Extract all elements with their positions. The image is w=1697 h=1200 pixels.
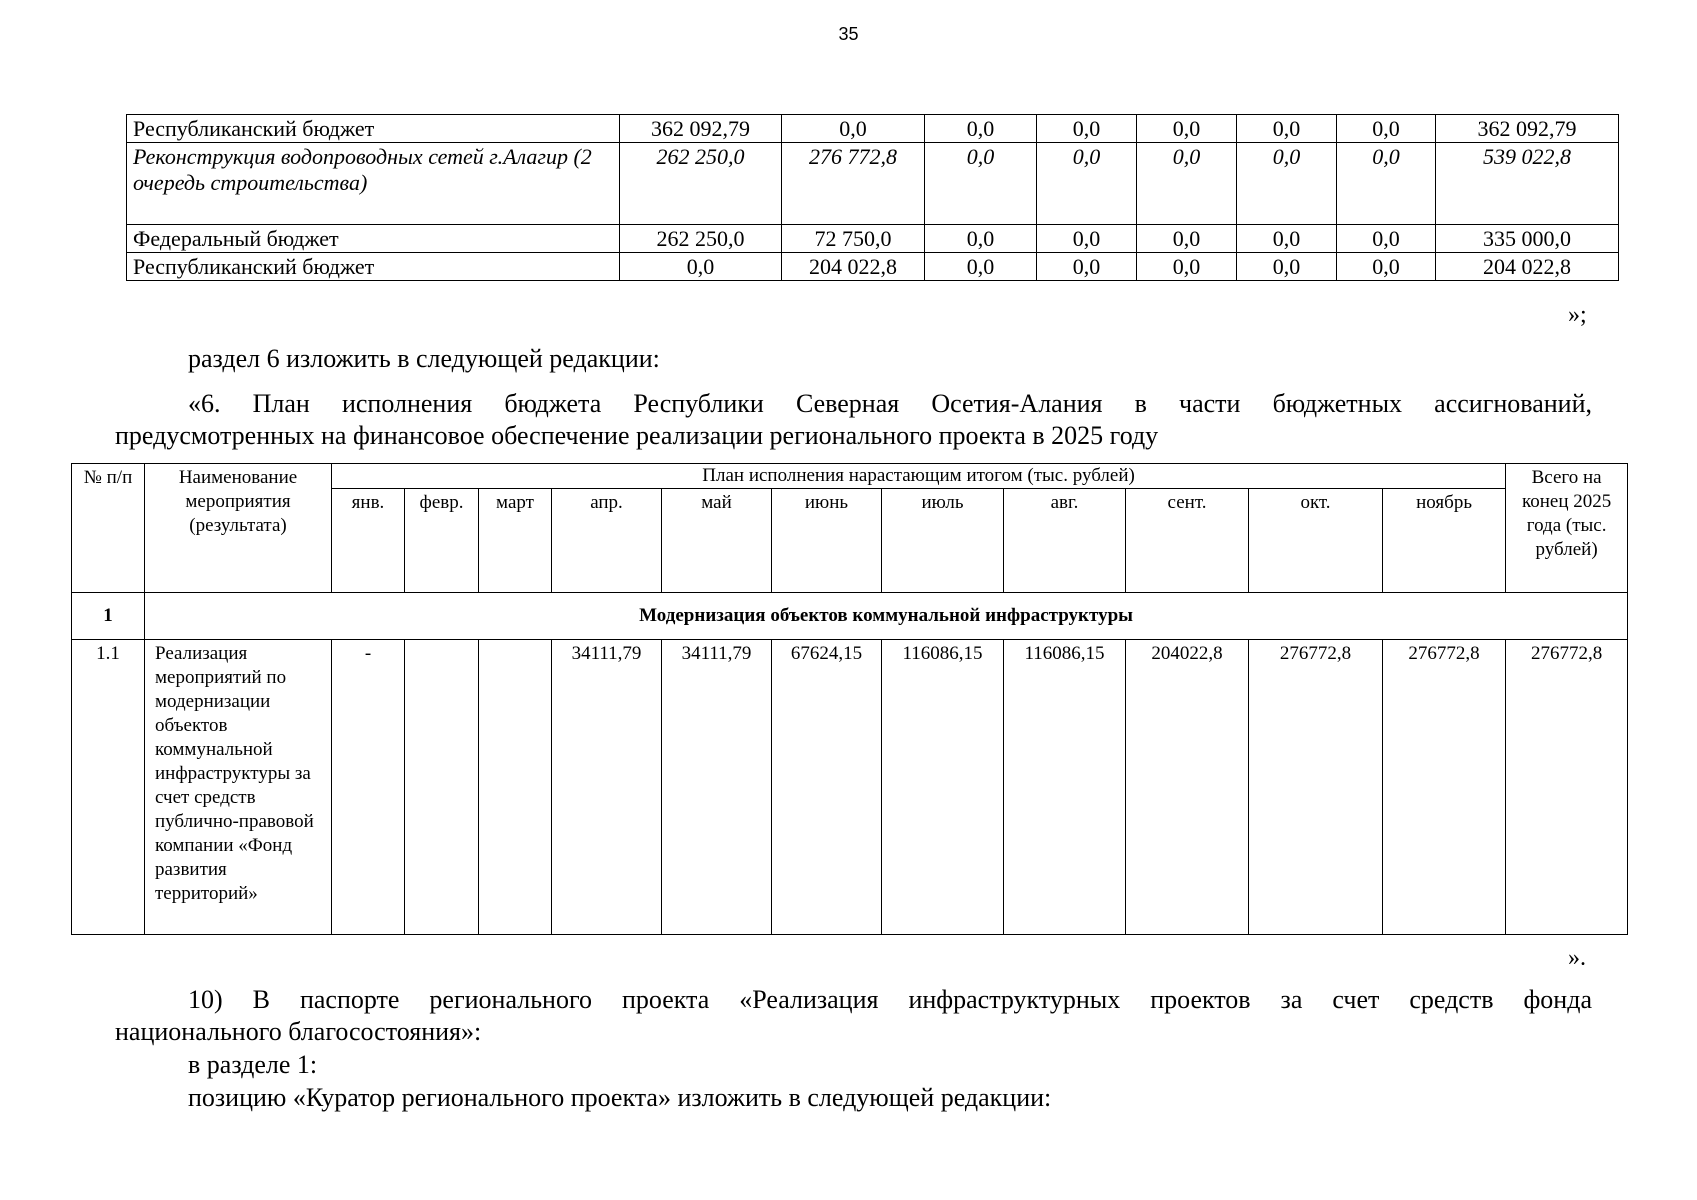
table-cell: 362 092,79 (620, 115, 782, 143)
table-cell: 0,0 (1037, 115, 1137, 143)
table-cell: 335 000,0 (1436, 225, 1619, 253)
table-cell: 0,0 (925, 225, 1037, 253)
paragraph: 10) В паспорте регионального проекта «Реализация инфраструктурных проектов за счет средств фонда (188, 985, 1592, 1014)
table-cell: 262 250,0 (620, 225, 782, 253)
paragraph: «6. План исполнения бюджета Республики Северная Осетия-Алания в части бюджетных ассигнований, (188, 389, 1592, 418)
header-name: Наименование мероприятия (результата) (145, 464, 332, 593)
table-cell (479, 640, 552, 935)
table-cell: 0,0 (1337, 143, 1436, 225)
table-row (127, 225, 1619, 253)
table-cell: 0,0 (1037, 225, 1137, 253)
month-header: апр. (552, 489, 662, 593)
row-label: Республиканский бюджет (127, 253, 620, 281)
table-cell: 204022,8 (1126, 640, 1249, 935)
table-cell: 67624,15 (772, 640, 882, 935)
month-header: сент. (1126, 489, 1249, 593)
table-cell: 0,0 (1137, 253, 1237, 281)
header-plan: План исполнения нарастающим итогом (тыс. рублей) (332, 464, 1506, 489)
paragraph: позицию «Куратор регионального проекта» изложить в следующей редакции: (188, 1083, 1052, 1112)
table-cell: 0,0 (1337, 253, 1436, 281)
row-label: Федеральный бюджет (127, 225, 620, 253)
table-cell: - (332, 640, 405, 935)
header-total: Всего на конец 2025 года (тыс. рублей) (1506, 464, 1628, 593)
table-cell: 0,0 (1037, 143, 1137, 225)
table-cell: 276772,8 (1249, 640, 1383, 935)
budget-table (126, 114, 1619, 281)
month-header: авг. (1004, 489, 1126, 593)
table-cell: 276772,8 (1506, 640, 1628, 935)
section-title: Модернизация объектов коммунальной инфраструктуры (145, 593, 1628, 640)
table-row (127, 253, 1619, 281)
table-cell: 0,0 (620, 253, 782, 281)
month-header: окт. (1249, 489, 1383, 593)
table-cell: 0,0 (1237, 115, 1337, 143)
section-num: 1 (72, 593, 145, 640)
section-row (72, 593, 1628, 640)
paragraph: предусмотренных на финансовое обеспечение реализации регионального проекта в 2025 году (115, 421, 1159, 450)
month-header: ноябрь (1383, 489, 1506, 593)
table-cell: 0,0 (782, 115, 925, 143)
month-header: май (662, 489, 772, 593)
table-row (127, 143, 1619, 225)
table-cell: 262 250,0 (620, 143, 782, 225)
table-cell: 204 022,8 (782, 253, 925, 281)
table-cell: 0,0 (1037, 253, 1137, 281)
table-cell: 0,0 (925, 115, 1037, 143)
table-cell: 0,0 (1337, 115, 1436, 143)
table-cell: 276772,8 (1383, 640, 1506, 935)
row-num: 1.1 (72, 640, 145, 935)
table-row (72, 640, 1628, 935)
paragraph: национального благосостояния»: (115, 1017, 482, 1046)
plan-table (71, 463, 1628, 935)
table-cell: 539 022,8 (1436, 143, 1619, 225)
header-num: № п/п (72, 464, 145, 593)
table-row (127, 115, 1619, 143)
table-cell (405, 640, 479, 935)
table-cell: 0,0 (925, 143, 1037, 225)
table-cell: 0,0 (1337, 225, 1436, 253)
table-cell: 0,0 (1237, 225, 1337, 253)
table-cell: 0,0 (1137, 115, 1237, 143)
table-cell: 0,0 (1237, 253, 1337, 281)
table-cell: 34111,79 (662, 640, 772, 935)
month-header: июль (882, 489, 1004, 593)
table-cell: 0,0 (1137, 225, 1237, 253)
row-name: Реализация мероприятий по модернизации объектов коммунальной инфраструктуры за счет средств публично-правовой компании «Фонд развития территорий» (145, 640, 332, 935)
paragraph: раздел 6 изложить в следующей редакции: (188, 344, 660, 373)
closing-quote: ». (1568, 945, 1586, 971)
month-header: февр. (405, 489, 479, 593)
row-label: Реконструкция водопроводных сетей г.Алагир (2 очередь строительства) (127, 143, 620, 225)
table-cell: 0,0 (925, 253, 1037, 281)
table-cell: 0,0 (1137, 143, 1237, 225)
table-cell: 116086,15 (882, 640, 1004, 935)
table-cell: 116086,15 (1004, 640, 1126, 935)
table-cell: 362 092,79 (1436, 115, 1619, 143)
table-cell: 0,0 (1237, 143, 1337, 225)
month-header: янв. (332, 489, 405, 593)
table-header-row (72, 464, 1628, 489)
month-header: июнь (772, 489, 882, 593)
page-number: 35 (838, 24, 859, 44)
month-header: март (479, 489, 552, 593)
table-cell: 204 022,8 (1436, 253, 1619, 281)
row-label: Республиканский бюджет (127, 115, 620, 143)
table-cell: 34111,79 (552, 640, 662, 935)
closing-quote: »; (1568, 302, 1587, 328)
table-cell: 276 772,8 (782, 143, 925, 225)
paragraph: в разделе 1: (188, 1050, 318, 1079)
table-cell: 72 750,0 (782, 225, 925, 253)
